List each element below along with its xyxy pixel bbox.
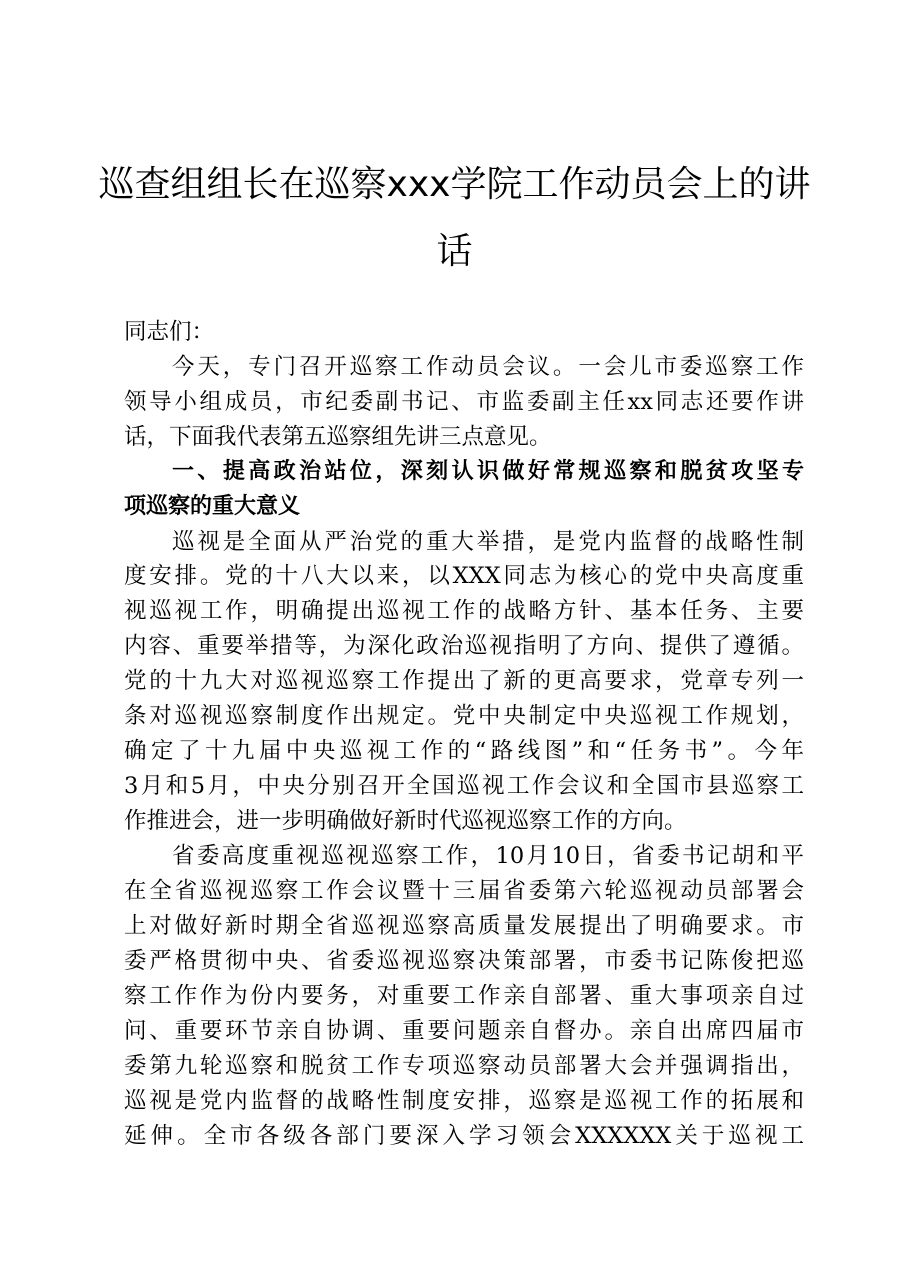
paragraph-line: 在全省巡视巡察工作会议暨十三届省委第六轮巡视动员部署会 xyxy=(124,878,804,904)
section-heading: 一、提高政治站位，深刻认识做好常规巡察和脱贫攻坚专 xyxy=(172,459,804,484)
paragraph-line: 委第九轮巡察和脱贫工作专项巡察动员部署大会并强调指出， xyxy=(124,1053,804,1079)
paragraph-line: 巡视是全面从严治党的重大举措，是党内监督的战略性制 xyxy=(172,529,804,555)
paragraph-line: 内容、重要举措等，为深化政治巡视指明了方向、提供了遵循。 xyxy=(124,633,804,659)
paragraph-line: 问、重要环节亲自协调、重要问题亲自督办。亲自出席四届市 xyxy=(124,1018,804,1044)
paragraph-line: 视巡视工作，明确提出巡视工作的战略方针、基本任务、主要 xyxy=(124,598,804,624)
paragraph-line: 党的十九大对巡视巡察工作提出了新的更高要求，党章专列一 xyxy=(124,668,804,694)
paragraph-line: 话，下面我代表第五巡察组先讲三点意见。 xyxy=(124,424,552,450)
section-heading: 项巡察的重大意义 xyxy=(124,494,301,519)
paragraph-line: 委严格贯彻中央、省委巡视巡察决策部署，市委书记陈俊把巡 xyxy=(124,948,804,974)
paragraph-line: 上对做好新时期全省巡视巡察高质量发展提出了明确要求。市 xyxy=(124,913,804,939)
document-title-line-2: 话 xyxy=(436,231,473,272)
paragraph-line: 3月和5月，中央分别召开全国巡视工作会议和全国市县巡察工 xyxy=(124,773,804,799)
paragraph-line: 今天，专门召开巡察工作动员会议。一会儿市委巡察工作 xyxy=(172,354,804,380)
paragraph-line: 确定了十九届中央巡视工作的“路线图”和“任务书”。今年 xyxy=(124,738,804,764)
paragraph-line: 巡视是党内监督的战略性制度安排，巡察是巡视工作的拓展和 xyxy=(124,1088,804,1114)
paragraph-line: 省委高度重视巡视巡察工作，10月10日，省委书记胡和平 xyxy=(172,843,804,869)
salutation: 同志们： xyxy=(124,319,215,345)
paragraph-line: 察工作作为份内要务，对重要工作亲自部署、重大事项亲自过 xyxy=(124,983,804,1009)
paragraph-line: 作推进会，进一步明确做好新时代巡视巡察工作的方向。 xyxy=(124,808,687,834)
document-title-line-1: 巡查组组长在巡察xxx学院工作动员会上的讲 xyxy=(98,164,811,205)
paragraph-line: 条对巡视巡察制度作出规定。党中央制定中央巡视工作规划， xyxy=(124,703,804,729)
paragraph-line: 度安排。党的十八大以来，以XXX同志为核心的党中央高度重 xyxy=(124,563,804,589)
paragraph-line: 延伸。全市各级各部门要深入学习领会XXXXXX关于巡视工 xyxy=(124,1123,804,1149)
paragraph-line: 领导小组成员，市纪委副书记、市监委副主任xx同志还要作讲 xyxy=(124,389,804,415)
